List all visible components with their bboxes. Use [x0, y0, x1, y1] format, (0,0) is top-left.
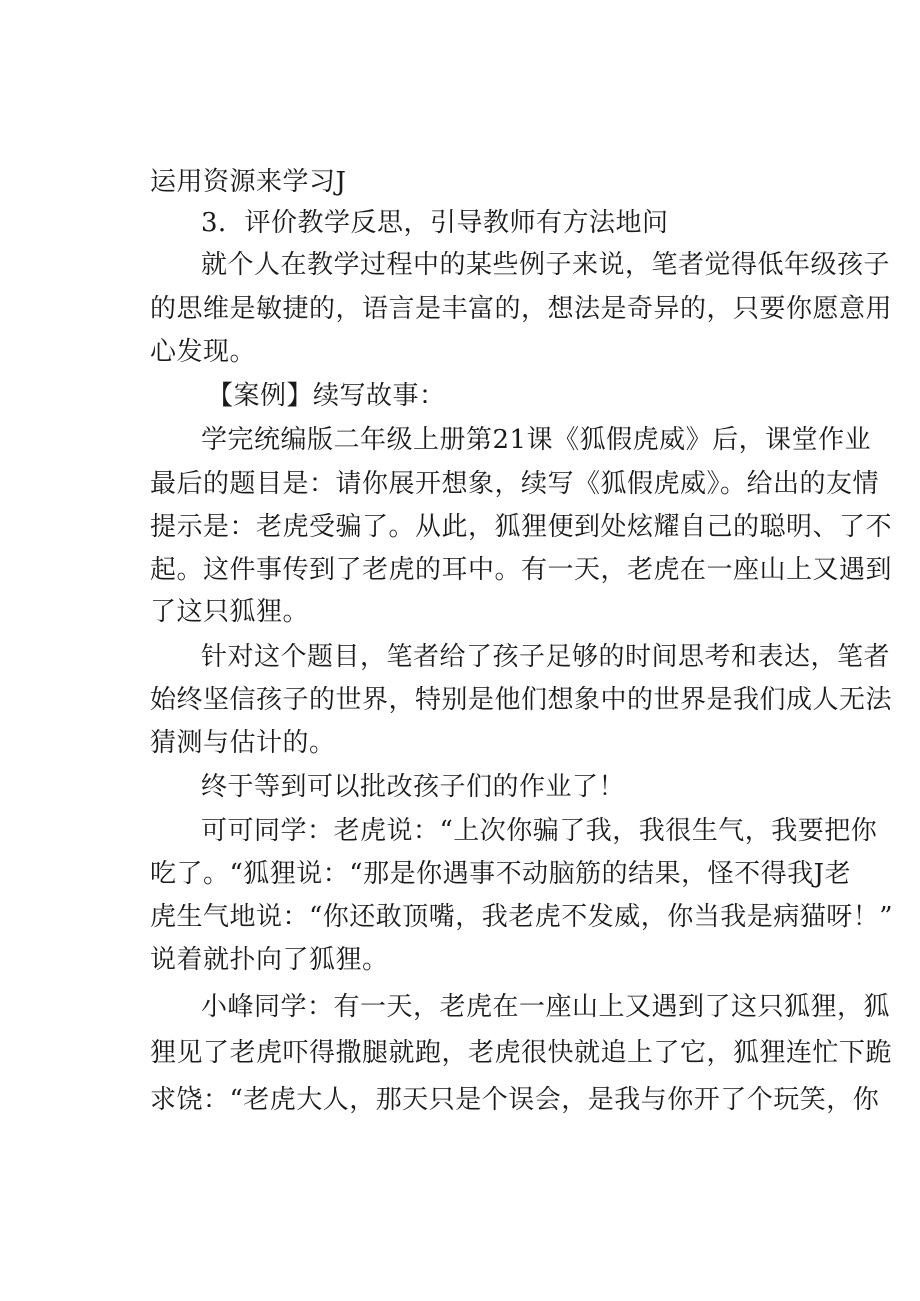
- text-line: 说着就扑向了狐狸。: [150, 945, 389, 975]
- text-line: 猜测与估计的。: [150, 728, 336, 758]
- text-line: 始终坚信孩子的世界，特别是他们想象中的世界是我们成人无法: [150, 685, 893, 715]
- text-line: 学完统编版二年级上册第21课《狐假虎威》后，课堂作业: [201, 425, 872, 455]
- text-line: 针对这个题目，笔者给了孩子足够的时间思考和表达，笔者: [201, 642, 891, 672]
- text-line: 终于等到可以批改孩子们的作业了！: [201, 772, 626, 802]
- text-line: 最后的题目是：请你展开想象，续写《狐假虎威》。给出的友情: [150, 469, 880, 499]
- text-line: 狸见了老虎吓得撒腿就跑，老虎很快就追上了它，狐狸连忙下跪: [150, 1038, 893, 1068]
- text-line: 小峰同学：有一天，老虎在一座山上又遇到了这只狐狸，狐: [201, 992, 891, 1022]
- text-line: 吃了。“狐狸说：“那是你遇事不动脑筋的结果，怪不得我J老: [150, 859, 852, 889]
- text-line: 的思维是敏捷的，语言是丰富的，想法是奇异的，只要你愿意用: [150, 294, 893, 324]
- section-heading: 3．评价教学反思，引导教师有方法地问: [201, 208, 669, 238]
- text-line: 运用资源来学习J: [150, 167, 347, 197]
- text-line: 求饶：“老虎大人，那天只是个误会，是我与你开了个玩笑，你: [150, 1085, 880, 1115]
- text-line: 虎生气地说：“你还敢顶嘴，我老虎不发威，你当我是病猫呀！”: [150, 902, 894, 932]
- text-line: 就个人在教学过程中的某些例子来说，笔者觉得低年级孩子: [201, 250, 891, 280]
- text-line: 起。这件事传到了老虎的耳中。有一天，老虎在一座山上又遇到: [150, 555, 893, 585]
- text-line: 提示是：老虎受骗了。从此，狐狸便到处炫耀自己的聪明、了不: [150, 512, 893, 542]
- case-heading: 【案例】续写故事：: [207, 381, 446, 411]
- text-line: 心发现。: [150, 337, 257, 367]
- text-line: 了这只狐狸。: [150, 597, 310, 627]
- text-line: 可可同学：老虎说：“上次你骗了我，我很生气，我要把你: [201, 816, 878, 846]
